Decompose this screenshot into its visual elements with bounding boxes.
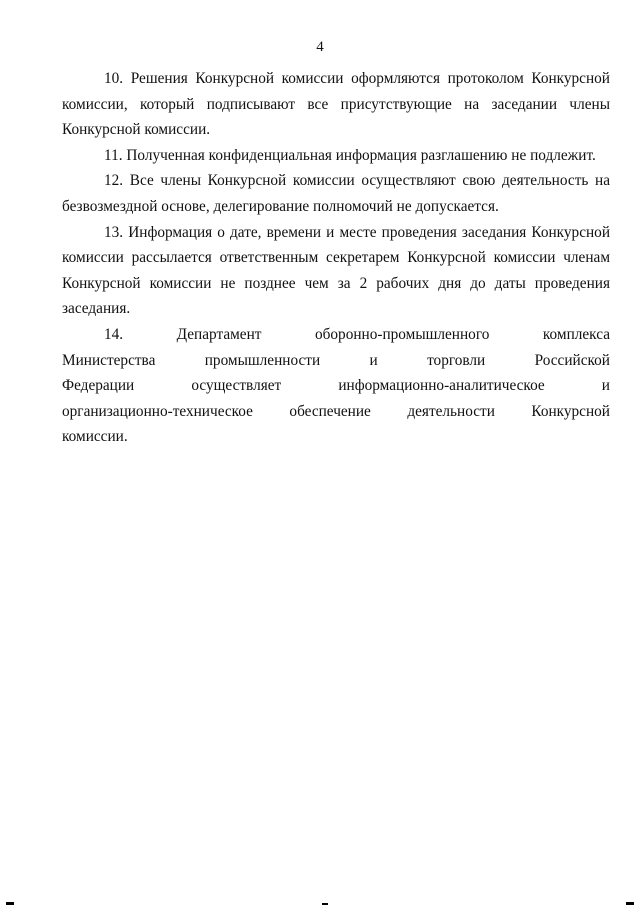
paragraph-13: 13. Информация о дате, времени и месте проведения заседания Конкурсной комиссии рассылается ответственным секретарем Конкурсной комиссии членам Конкурсной комиссии не позднее чем за 2 рабочих дня до даты проведения заседания. — [62, 223, 610, 318]
paragraph-12: 12. Все члены Конкурсной комиссии осуществляют свою деятельность на безвозмездной основе, делегирование полномочий не допускается. — [62, 172, 610, 215]
document-body — [62, 66, 610, 450]
paragraph-11: 11. Полученная конфиденциальная информация разглашению не подлежит. — [104, 146, 596, 164]
page-number: 4 — [316, 39, 324, 55]
paragraph-10: 10. Решения Конкурсной комиссии оформляются протоколом Конкурсной комиссии, который подписывают все присутствующие на заседании члены Конкурсной комиссии. — [62, 70, 610, 139]
paragraph-14: 14. Департамент оборонно-промышленного комплекса Министерства промышленности и торговли Российской Федерации осуществляет информационно-аналитическое и организационно-техническое обеспечение деятельности Конкурсной комиссии. — [62, 325, 610, 446]
